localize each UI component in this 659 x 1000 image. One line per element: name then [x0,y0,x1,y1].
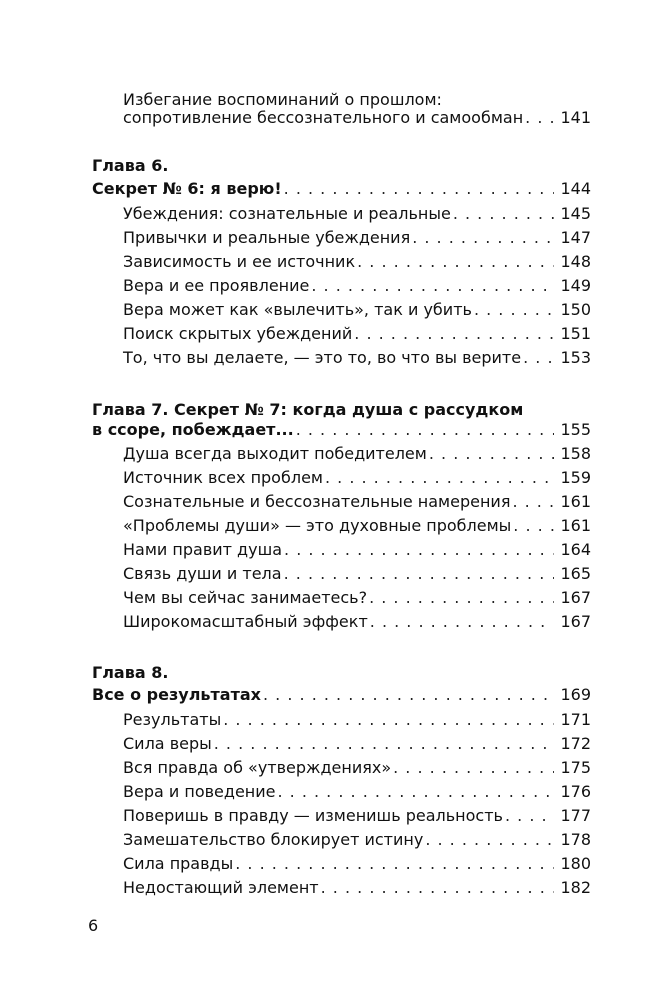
toc-entry [123,586,591,610]
toc-page-number: 171 [560,710,591,729]
leader-dots [214,732,555,756]
leader-dots [369,586,554,610]
toc-page-number: 144 [560,179,591,198]
toc-entry-text: Поиск скрытых убеждений [123,324,353,343]
leader-dots [505,804,554,828]
leader-dots [277,780,554,804]
toc-line [0,562,659,586]
toc-page-number: 155 [560,420,591,439]
toc-line [0,586,659,610]
leader-dots [512,490,554,514]
leader-dots [235,852,554,876]
toc-line [0,106,659,130]
toc-entry-text: Вся правда об «утверждениях» [123,758,392,777]
toc-page-number: 161 [560,492,591,511]
toc-line [0,442,659,466]
leader-dots [296,418,555,442]
toc-page-number: 165 [560,564,591,583]
toc-line [0,852,659,876]
toc-page-number: 182 [560,878,591,897]
toc-entry-text: Сила веры [123,734,212,753]
toc-entry [123,852,591,876]
toc-line [0,154,659,178]
toc-entry-text: Источник всех проблем [123,468,323,487]
toc-entry-text: То, что вы делаете, — это то, во что вы верите [123,348,522,367]
toc-line [0,466,659,490]
toc-entry [123,756,591,780]
toc-entry-text: Вера может как «вылечить», так и убить [123,300,472,319]
chapter-label: Глава 6. [92,156,169,175]
toc-entry [123,514,591,538]
leader-dots [425,828,554,852]
chapter-title: Секрет № 6: я верю! [92,179,282,198]
toc-entry-text: Душа всегда выходит победителем [123,444,427,463]
toc-line [0,876,659,900]
toc-entry-text: Поверишь в правду — изменишь реальность [123,806,503,825]
toc-entry [123,442,591,466]
toc-entry-text: Вера и ее проявление [123,276,310,295]
toc-entry [123,876,591,900]
toc-entry [123,250,591,274]
toc-entry-text: Сознательные и бессознательные намерения [123,492,511,511]
toc-entry [123,490,591,514]
toc-line [0,828,659,852]
leader-dots [453,202,555,226]
toc-line [0,346,659,370]
toc-entry [123,466,591,490]
toc-line [0,804,659,828]
toc-page-number: 175 [560,758,591,777]
toc-entry [123,538,591,562]
toc-line [0,514,659,538]
toc-entry-text: Замешательство блокирует истину [123,830,424,849]
toc-page-number: 151 [560,324,591,343]
toc-line [0,780,659,804]
leader-dots [284,177,555,201]
toc-entry-text: Зависимость и ее источник [123,252,356,271]
toc-line [0,226,659,250]
toc-entry [123,202,591,226]
leader-dots [525,106,554,130]
toc-entry-text: Связь души и тела [123,564,282,583]
toc-entry-text: сопротивление бессознательного и самообман [123,108,524,127]
toc-line [0,683,659,707]
toc-page-number: 150 [560,300,591,319]
leader-dots [357,250,554,274]
page-folio: 6 [88,916,99,935]
leader-dots [370,610,555,634]
toc-entry [123,274,591,298]
toc-entry-text: Убеждения: сознательные и реальные [123,204,451,223]
toc-entry-text: Привычки и реальные убеждения [123,228,411,247]
toc-entry [123,346,591,370]
leader-dots [523,346,554,370]
toc-line [0,610,659,634]
leader-dots [429,442,555,466]
toc-entry-text: Недостающий элемент [123,878,319,897]
toc-line [0,732,659,756]
toc-entry [123,780,591,804]
toc-entry-text: Широкомасштабный эффект [123,612,368,631]
toc-page-number: 169 [560,685,591,704]
leader-dots [311,274,554,298]
toc-entry [123,732,591,756]
toc-entry [123,804,591,828]
leader-dots [354,322,554,346]
toc-line [0,490,659,514]
toc-page-number: 158 [560,444,591,463]
leader-dots [321,876,555,900]
leader-dots [284,538,554,562]
toc-line [0,418,659,442]
toc-page-number: 153 [560,348,591,367]
toc-entry [123,226,591,250]
leader-dots [412,226,554,250]
toc-entry [123,610,591,634]
toc-entry [123,708,591,732]
leader-dots [284,562,555,586]
toc-line [0,322,659,346]
toc-line [0,708,659,732]
toc-entry [123,828,591,852]
toc-line [0,274,659,298]
toc-page-number: 172 [560,734,591,753]
toc-line [0,202,659,226]
chapter-entry [92,418,591,442]
toc-line [0,250,659,274]
leader-dots [223,708,554,732]
toc-entry-text: Нами правит душа [123,540,283,559]
toc-entry [123,106,591,130]
chapter-title: Все о результатах [92,685,261,704]
toc-page-number: 178 [560,830,591,849]
chapter-label: Глава 8. [92,663,169,682]
toc-page-number: 148 [560,252,591,271]
toc-line [0,661,659,685]
toc-entry-text: Сила правды [123,854,234,873]
toc-entry [123,298,591,322]
toc-entry-text: Вера и поведение [123,782,276,801]
toc-line [0,177,659,201]
leader-dots [325,466,554,490]
chapter-title: Глава 7. Секрет № 7: когда душа с рассудком [92,400,524,419]
toc-entry-text: Результаты [123,710,222,729]
leader-dots [474,298,555,322]
toc-entry-text: Избегание воспоминаний о прошлом: [123,90,442,109]
toc-page-number: 145 [560,204,591,223]
toc-page-number: 167 [560,612,591,631]
toc-page-number: 141 [560,108,591,127]
toc-page-number: 176 [560,782,591,801]
toc-line [0,756,659,780]
toc-page-number: 149 [560,276,591,295]
toc-page-number: 159 [560,468,591,487]
leader-dots [513,514,554,538]
leader-dots [393,756,554,780]
toc-page-number: 161 [560,516,591,535]
toc-line [0,298,659,322]
chapter-entry [92,177,591,201]
toc-page-number: 147 [560,228,591,247]
chapter-title: в ссоре, побеждает... [92,420,294,439]
toc-entry [123,562,591,586]
toc-page-number: 167 [560,588,591,607]
toc-page-number: 177 [560,806,591,825]
toc-line [0,538,659,562]
toc-entry [123,322,591,346]
toc-entry-text: «Проблемы души» — это духовные проблемы [123,516,512,535]
toc-page-number: 164 [560,540,591,559]
chapter-entry [92,683,591,707]
toc-entry-text: Чем вы сейчас занимаетесь? [123,588,368,607]
toc-page-number: 180 [560,854,591,873]
leader-dots [263,683,554,707]
